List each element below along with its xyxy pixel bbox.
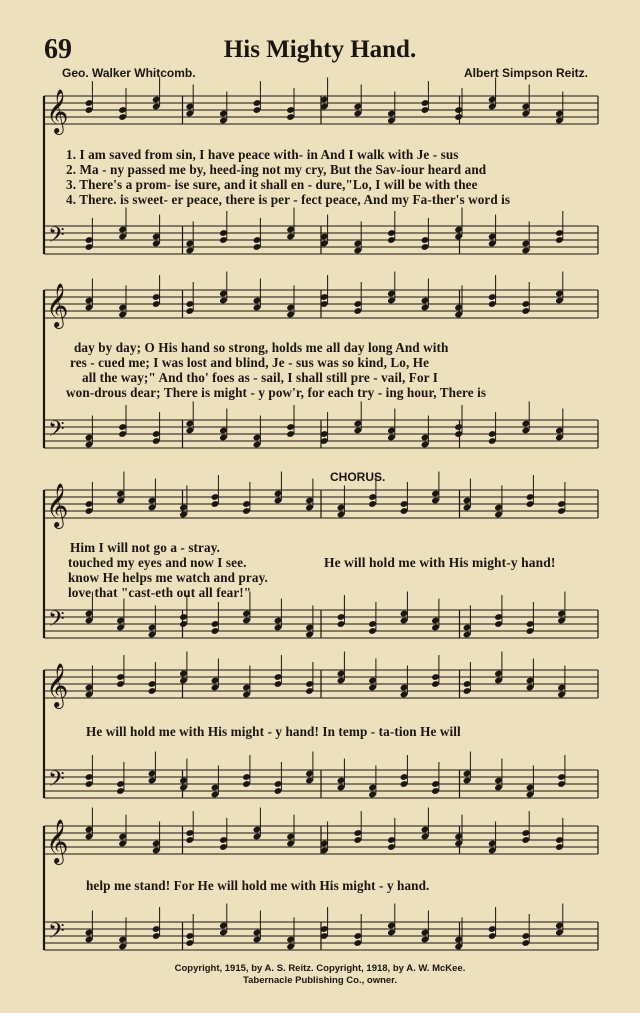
lyricist-credit: Geo. Walker Whitcomb.: [62, 66, 196, 80]
verse-1-line-3: Him I will not go a - stray.: [70, 540, 221, 555]
system-3-treble-clef-icon: 𝄞: [46, 483, 69, 527]
system-1-bass-clef-icon: 𝄢: [48, 223, 65, 253]
verse-2-line-1: 2. Ma - ny passed me by, heed-ing not my cry, But the Sav-iour heard and: [66, 162, 487, 177]
hymn-number: 69: [44, 34, 72, 65]
system-4-bass-clef-icon: 𝄢: [48, 767, 65, 797]
chorus-label: CHORUS.: [330, 470, 386, 484]
hymn-title: His Mighty Hand.: [223, 36, 417, 63]
system-5-treble-clef-icon: 𝄞: [46, 819, 69, 863]
chorus-line-1: He will hold me with His might-y hand!: [324, 555, 556, 570]
system-3-bass-clef-icon: 𝄢: [48, 607, 65, 637]
system-1-treble-clef-icon: 𝄞: [46, 89, 69, 133]
verse-1-line-1: 1. I am saved from sin, I have peace with- in And I walk with Je - sus: [66, 147, 459, 162]
verse-3-line-1: 3. There's a prom- ise sure, and it shall en - dure,"Lo, I will be with thee: [66, 177, 478, 192]
verse-4-line-3: love that "cast-eth out all fear!": [68, 585, 252, 600]
system-2-treble-clef-icon: 𝄞: [46, 283, 69, 327]
verse-1-line-2: day by day; O His hand so strong, holds me all day long And with: [74, 340, 449, 355]
verse-3-line-2: all the way;" And tho' foes as - sail, I shall still pre - vail, For I: [82, 370, 438, 385]
system-2-bass-clef-icon: 𝄢: [48, 417, 65, 447]
verse-4-line-1: 4. There. is sweet- er peace, there is per - fect peace, And my Fa-ther's word is: [66, 192, 511, 207]
chorus-line-3: help me stand! For He will hold me with His might - y hand.: [86, 878, 430, 893]
copyright-line-2: Tabernacle Publishing Co., owner.: [243, 975, 397, 986]
verse-4-line-2: won-drous dear; There is might - y pow'r, for each try - ing hour, There is: [66, 385, 487, 400]
copyright-line-1: Copyright, 1915, by A. S. Reitz. Copyright, 1918, by A. W. McKee.: [174, 963, 466, 974]
verse-3-line-3: know He helps me watch and pray.: [68, 570, 268, 585]
composer-credit: Albert Simpson Reitz.: [463, 66, 588, 80]
verse-2-line-3: touched my eyes and now I see.: [68, 555, 247, 570]
system-4-treble-clef-icon: 𝄞: [46, 663, 69, 707]
verse-2-line-2: res - cued me; I was lost and blind, Je - sus was so kind, Lo, He: [70, 355, 430, 370]
system-5-bass-clef-icon: 𝄢: [48, 919, 65, 949]
chorus-line-2: He will hold me with His might - y hand! In temp - ta-tion He will: [86, 724, 461, 739]
